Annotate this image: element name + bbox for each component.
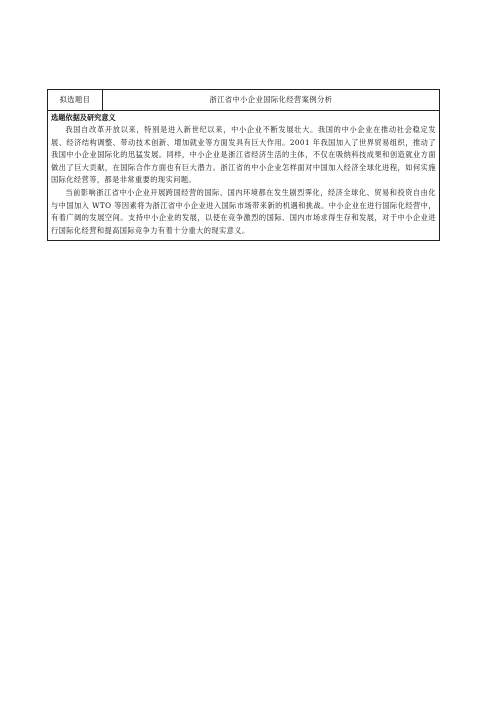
topic-label-cell	[48, 90, 103, 111]
paragraph-2: 当前影响浙江省中小企业开展跨国经营的国际、国内环境都在发生剧烈霁化，经济全球化、贸易和投资自由化与中国加入 WTO 等因素将为浙江省中小企业进入国际市场带来新的机遇和挑战。中小企业在进行国际化经营中，有着广阔的发展空间。支持中小企业的发展，以使在竞争激烈的国际、国内市场求得生存和发展，对于中小企业进行国际化经营和提高国际竞争力有着十分重大的现实意义。	[51, 187, 436, 235]
proposal-table	[47, 89, 440, 241]
content-cell	[48, 111, 440, 241]
paragraph-1: 我国自改革开放以来，特别是进入新世纪以来，中小企业不断发展壮大。我国的中小企业在推动社会稳定发展、经济结构调整、带动技术创新、增加就业等方面发具有巨大作用。2001 年我国加入了世界贸易组织，推动了我国中小企业国际化的迅猛发展。同样，中小企业是浙江省经济生活的主体，不仅在吸纳科技成果和创造就业方面做出了巨大贡献，在国际合作方面也有巨大潜力。浙江省的中小企业怎样面对中国加入经济全球化进程，如何实施国际化经营等，都是非常重要的现实问题。	[51, 125, 436, 185]
topic-title: 浙江省中小企业国际化经营案例分析	[209, 95, 333, 104]
content-row	[48, 111, 440, 241]
topic-title-cell	[103, 90, 440, 111]
topic-label: 拟选题目	[59, 95, 91, 104]
topic-row	[48, 90, 440, 111]
section-heading: 选题依据及研究意义	[51, 113, 116, 122]
